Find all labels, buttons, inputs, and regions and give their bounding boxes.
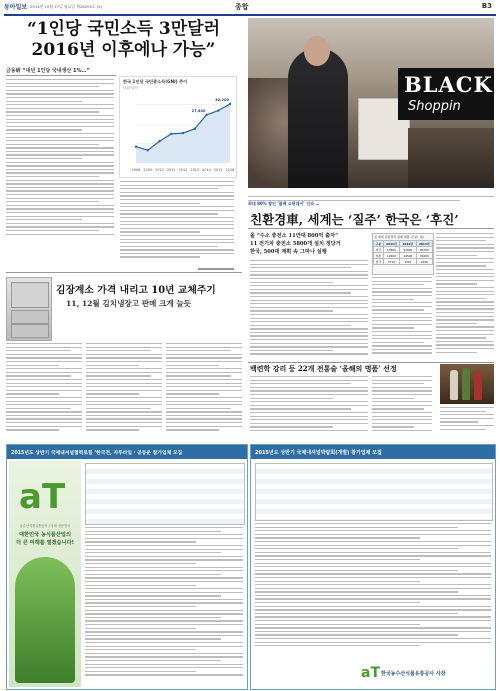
table-header-cell: 2011년	[383, 241, 399, 247]
table-header-cell: 2012년	[400, 241, 416, 247]
luxury-caption	[440, 407, 494, 437]
divider	[248, 228, 494, 229]
table-cell: 1307	[400, 259, 416, 265]
page-number: B3	[481, 2, 492, 10]
lead-headline-line2: 2016년 이후에나 가능”	[31, 40, 216, 60]
middle-headline	[250, 232, 370, 256]
table-cell: 한국	[374, 259, 384, 265]
chart-data-label: 30,200	[215, 97, 229, 102]
ad-left-tagline-small: 농수산식품유통공사 / 국내 전문전시	[19, 524, 71, 528]
crowd-right	[408, 128, 494, 188]
ad-left-header	[7, 445, 247, 459]
black-banner-text: BLACK	[404, 72, 493, 97]
publication-name: 동아일보	[4, 4, 28, 11]
chart-point	[147, 149, 149, 151]
lead-body-text-2	[120, 181, 234, 265]
stats-table	[373, 240, 433, 265]
table-cell: 52800	[400, 247, 416, 253]
ad-right-header-text: 2015년도 상반기 국제내셔널박람회(개별) 참가업체 모집	[255, 449, 382, 456]
kimchi-fridge-photo	[6, 277, 52, 341]
chart-x-tick-label: 2015	[213, 168, 223, 172]
table-header-cell: 구분	[374, 241, 384, 247]
table-cell: 17800	[383, 247, 399, 253]
ad-right-header	[251, 445, 495, 459]
chart-point	[229, 103, 231, 105]
ad-left-table	[85, 463, 245, 525]
ad-right-table	[255, 463, 493, 521]
liquor-photo	[440, 364, 494, 404]
table-header-cell: 2013년	[416, 241, 432, 247]
ad-left-image	[15, 557, 75, 683]
gni-chart	[119, 76, 237, 178]
fridge-drawer	[11, 324, 49, 338]
ad-left-promo	[9, 461, 81, 687]
chart-point	[135, 145, 137, 147]
lead-body-text	[6, 79, 114, 251]
stats-table-title: 전 세계 친환경차 판매 현황 (단위: 대)	[374, 235, 424, 239]
black-banner	[398, 68, 494, 120]
photo-caption-lead: 최대 80% 할인 ‘블랙 쇼핑데이’ 인파 …	[248, 201, 320, 206]
table-cell: 96700	[416, 247, 432, 253]
chart-point	[158, 140, 160, 142]
caption-text	[248, 196, 494, 204]
lead-headline-line1: “1인당 국민소득 3만달러	[26, 19, 221, 39]
appliance-body-text	[6, 343, 82, 437]
ad-right	[250, 444, 496, 690]
chart-x-tick-label: 2012	[178, 168, 188, 172]
table-cell: 2200	[416, 259, 432, 265]
chart-x-tick-label: 2009	[143, 168, 153, 172]
table-cell: 미국	[374, 247, 384, 253]
table-row	[374, 259, 433, 265]
ad-right-footer	[361, 665, 491, 685]
divider	[6, 272, 242, 273]
bottle	[474, 372, 482, 400]
appliance-body-text-2	[86, 343, 162, 437]
shopper-head	[304, 36, 330, 66]
ad-right-text	[255, 523, 491, 655]
table-cell: 일본	[374, 253, 384, 259]
luxury-headline: 백련학 강리 등 22개 전통술 ‘올해의 명품’ 선정	[250, 364, 397, 373]
bottle	[462, 368, 470, 400]
chart-x-tick-label: 2011	[166, 168, 176, 172]
appliance-headline: 김장계소 가격 내리고 10년 교체주기	[56, 285, 216, 296]
shopping-photo	[248, 18, 494, 188]
chart-point	[182, 132, 184, 134]
ad-left	[6, 444, 248, 690]
ad-left-tagline-2: 더 큰 미래를 열겠습니다!	[16, 540, 74, 546]
fridge-door	[11, 282, 49, 308]
ad-left-tagline-1: 대한민국 농식품산업의	[19, 532, 71, 538]
middle-body-text	[250, 260, 368, 360]
at-logo-small: aT	[361, 665, 380, 681]
ad-left-header-text: 2015년도 상반기 국제내셔널협력로힘 ‘한국전, 자루라일 · 공동운 참가업체 모집	[11, 450, 183, 456]
appliance-subhead: 11, 12월 김치냉장고 판매 크게 늘듯	[66, 299, 192, 308]
chart-x-tick-label: 2008	[131, 168, 141, 172]
luxury-body-text	[250, 376, 368, 436]
chart-point	[205, 114, 207, 116]
ecocar-headline: 친환경車, 세계는 ‘질주’ 한국은 ‘후진’	[250, 212, 459, 227]
ad-right-org: 한국농수산식품유통공사 사장	[381, 671, 446, 677]
middle-headline-line2: 11 전기차 충전소 5800개 설치 정당거	[250, 241, 341, 247]
lead-headline	[6, 19, 241, 61]
middle-headline-line3: 한국, 500대 계획 속 그마나 실행	[250, 249, 327, 255]
chart-point	[217, 109, 219, 111]
luxury-body-text-2	[372, 376, 432, 436]
stats-table-box	[372, 233, 434, 275]
at-logo: aT	[19, 477, 66, 517]
fridge-drawer	[11, 310, 49, 324]
table-cell: 24500	[400, 253, 416, 259]
byline	[198, 268, 234, 270]
appliance-body-text-3	[166, 343, 242, 437]
table-cell: 12600	[383, 253, 399, 259]
table-cell: 3710	[383, 259, 399, 265]
chart-x-tick-label: 2016	[225, 168, 235, 172]
right-body-text	[372, 277, 432, 359]
section-name: 종합	[235, 2, 249, 11]
chart-title: 한국 1인당 국민총소득(GNI) 추이	[123, 79, 188, 84]
chart-ylabel: 단위:달러	[123, 86, 138, 90]
date-line: 2014년 10월 27일 월요일 제28005호 (5)	[30, 3, 103, 9]
chart-point	[194, 128, 196, 130]
chart-point	[170, 133, 172, 135]
divider	[248, 362, 494, 363]
far-right-body-text	[436, 233, 494, 359]
masthead	[0, 0, 500, 14]
masthead-rule	[4, 14, 496, 16]
ad-left-text	[85, 527, 243, 685]
divider	[6, 75, 116, 76]
chart-x-tick-label: 2013	[190, 168, 200, 172]
chart-x-tick-label: 2010	[155, 168, 164, 172]
shopper-figure	[288, 48, 348, 188]
middle-headline-line1: 올 “수소 충전소 11만대 800억 출자”	[250, 233, 339, 239]
chart-plot	[120, 91, 236, 175]
black-banner-text-2: Shoppin	[408, 99, 461, 114]
chart-data-label: 27,400	[191, 108, 206, 113]
bottle	[450, 370, 458, 400]
lead-subhead: 금융硏 “내년 1인당 국내생산 1%…”	[6, 68, 90, 74]
table-cell: 30400	[416, 253, 432, 259]
chart-x-tick-label: 2014	[202, 168, 211, 172]
